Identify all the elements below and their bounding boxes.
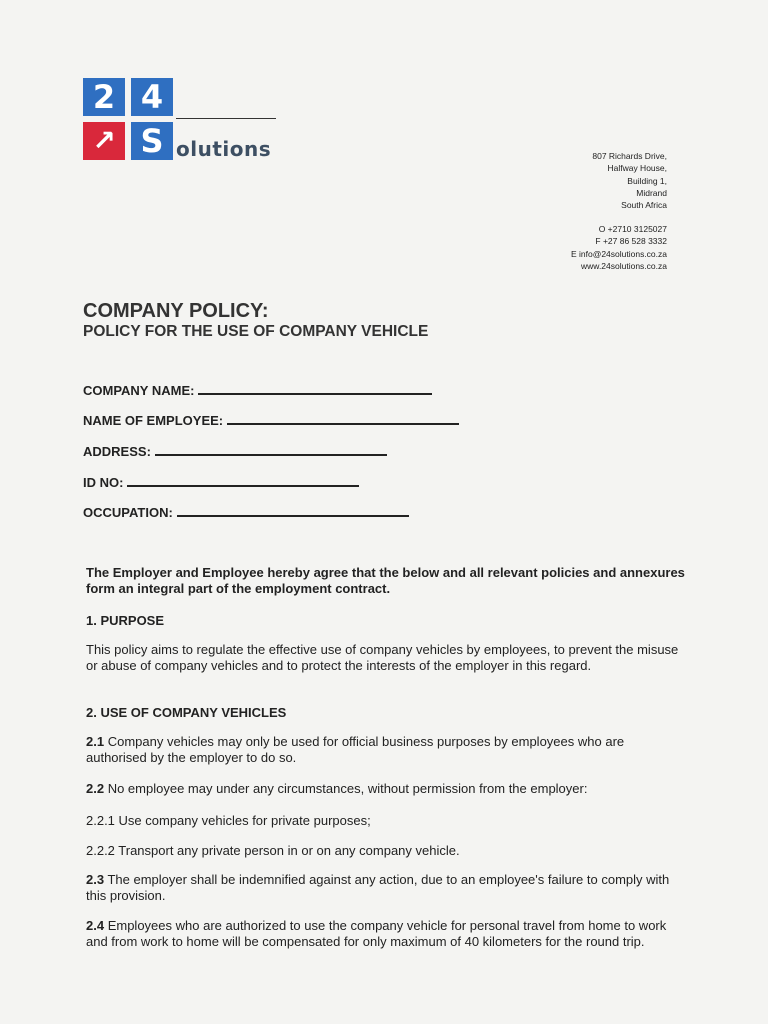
logo-wordmark: olutions	[176, 137, 272, 161]
page-subtitle: POLICY FOR THE USE OF COMPANY VEHICLE	[83, 323, 429, 340]
address-blank[interactable]	[155, 444, 387, 456]
logo-tile-4: 4	[131, 78, 173, 116]
clause-number: 2.3	[86, 872, 105, 887]
clause-2-4	[86, 918, 686, 950]
field-label: OCCUPATION:	[83, 505, 173, 520]
clause-text: No employee may under any circumstances, without permission from the employer:	[107, 781, 588, 796]
address-line: South Africa	[621, 200, 667, 211]
id-number-blank[interactable]	[127, 475, 359, 487]
employee-name-field	[83, 413, 459, 428]
company-name-blank[interactable]	[198, 383, 432, 395]
occupation-blank[interactable]	[177, 505, 409, 517]
employee-name-blank[interactable]	[227, 413, 459, 425]
clause-number: 2.2	[86, 781, 105, 796]
clause-text: Company vehicles may only be used for official business purposes by employees who are authorised by the employer to do so.	[86, 734, 625, 765]
address-line: Midrand	[636, 187, 667, 198]
purpose-text: This policy aims to regulate the effective use of company vehicles by employees, to prevent the misuse or abuse of company vehicles and to protect the interests of the employer in this regard.	[86, 642, 679, 673]
phone-fax: F +27 86 528 3332	[595, 236, 667, 247]
clause-2-2-1: 2.2.1 Use company vehicles for private purposes;	[86, 813, 371, 828]
clause-text: The employer shall be indemnified against any action, due to an employee's failure to comply with this provision.	[86, 872, 670, 903]
phone-office: O +2710 3125027	[598, 224, 667, 234]
field-label: NAME OF EMPLOYEE:	[83, 413, 224, 428]
address-line: Halfway House,	[607, 163, 667, 174]
field-label: ID NO:	[83, 475, 124, 490]
page-title: COMPANY POLICY:	[83, 300, 269, 322]
logo-underline	[176, 118, 276, 119]
occupation-field	[83, 505, 409, 520]
address-line: 807 Richards Drive,	[592, 151, 667, 161]
logo-tile-s: S	[131, 122, 173, 160]
address-line: Building 1,	[627, 175, 667, 186]
clause-number: 2.1	[86, 734, 105, 749]
clause-2-2	[86, 781, 686, 797]
email-address: E info@24solutions.co.za	[570, 248, 667, 259]
contact-block	[571, 223, 667, 272]
clause-2-2-2: 2.2.2 Transport any private person in or on any company vehicle.	[86, 843, 460, 858]
clause-2-1	[86, 734, 686, 766]
field-label: ADDRESS:	[83, 444, 151, 459]
address-field	[83, 444, 387, 459]
clause-number: 2.4	[86, 918, 105, 933]
purpose-heading: 1. PURPOSE	[86, 613, 165, 628]
use-heading: 2. USE OF COMPANY VEHICLES	[86, 705, 287, 720]
logo-arrow-icon: ↗	[83, 122, 125, 160]
clause-2-3	[86, 872, 686, 904]
website-url: www.24solutions.co.za	[581, 260, 667, 271]
company-name-field	[83, 383, 432, 398]
clause-text: Employees who are authorized to use the company vehicle for personal travel from home to work and from work to home will be compensated for only maximum of 40 kilometers for the round trip.	[86, 918, 667, 949]
logo-tile-2: 2	[83, 78, 125, 116]
id-number-field	[83, 475, 359, 490]
address-block	[592, 150, 667, 211]
field-label: COMPANY NAME:	[83, 383, 195, 398]
agreement-intro: The Employer and Employee hereby agree that the below and all relevant policies and annexures form an integral part of the employment contract.	[86, 565, 685, 596]
